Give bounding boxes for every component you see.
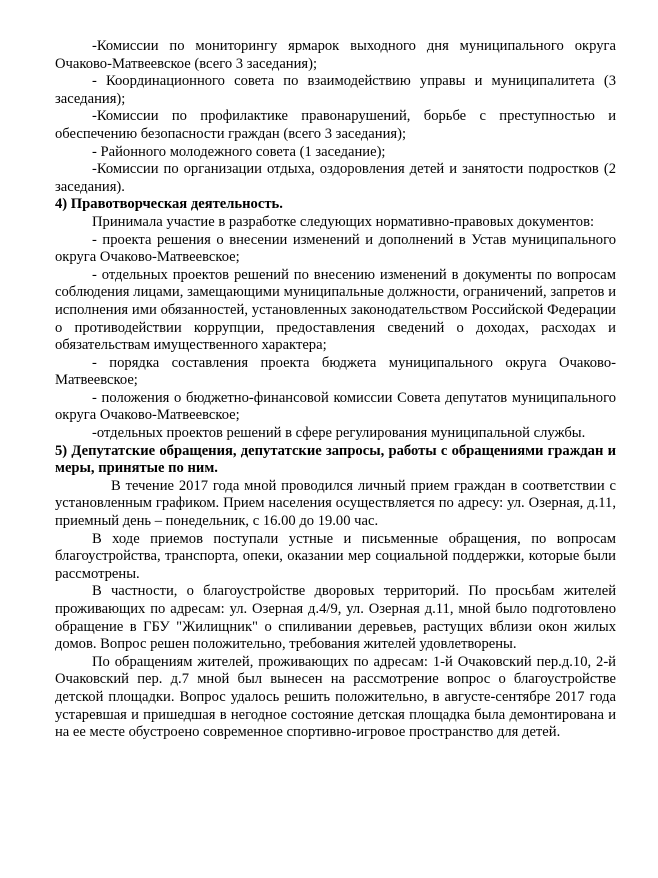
paragraph: - Координационного совета по взаимодействию управы и муниципалитета (3 заседания); [55, 73, 616, 107]
paragraph: - проекта решения о внесении изменений и дополнений в Устав муниципального округа Очаково-Матвеевское; [55, 231, 616, 266]
paragraph: - Районного молодежного совета (1 заседание); [92, 143, 386, 160]
section-heading: 5) Депутатские обращения, депутатские запросы, работы с обращениями граждан и меры, принятые по ним. [55, 442, 616, 477]
paragraph: -Комиссии по организации отдыха, оздоровления детей и занятости подростков (2 заседания). [55, 161, 616, 195]
paragraph: - порядка составления проекта бюджета муниципального округа Очаково-Матвеевское; [55, 354, 616, 389]
paragraph: - отдельных проектов решений по внесению изменений в документы по вопросам соблюдения лицами, замещающими муниципальные должности, ограничений, запретов и исполнения ими обязанностей, установленных законодательством Российской Федерации о противодействии коррупции, предоставления сведений о доходах, расходах и обязательствам имущественного характера; [55, 266, 616, 354]
paragraph: Принимала участие в разработке следующих нормативно-правовых документов: [92, 213, 595, 230]
paragraph: -отдельных проектов решений в сфере регулирования муниципальной службы. [92, 425, 586, 442]
paragraph: В ходе приемов поступали устные и письменные обращения, по вопросам благоустройства, транспорта, опеки, оказании мер социальной поддержки, которые были рассмотрены. [55, 530, 616, 582]
paragraph: В течение 2017 года мной проводился личный прием граждан в соответствии с установленным графиком. Прием населения осуществляется по адресу: ул. Озерная, д.11, приемный день – понедельник, с 16.00 до 19.00 час. [55, 477, 616, 530]
section-heading: 4) Правотворческая деятельность. [55, 196, 283, 213]
paragraph: -Комиссии по мониторингу ярмарок выходного дня муниципального округа Очаково-Матвеевское (всего 3 заседания); [55, 38, 616, 72]
paragraph: По обращениям жителей, проживающих по адресам: 1-й Очаковский пер.д.10, 2-й Очаковский пер. д.7 мной был вынесен на рассмотрение вопрос о благоустройстве детской площадки. Вопрос удалось решить положительно, в августе-сентябре 2017 года устаревшая и пришедшая в негодное состояние детская площадка была демонтирована и на ее месте обустроено современное спортивно-игровое пространство для детей. [55, 653, 616, 741]
paragraph: - положения о бюджетно-финансовой комиссии Совета депутатов муниципального округа Очаково-Матвеевское; [55, 389, 616, 424]
paragraph: В частности, о благоустройстве дворовых территорий. По просьбам жителей проживающих по адресам: ул. Озерная д.4/9, ул. Озерная д.11, мной было подготовлено обращение в ГБУ "Жилищник" о спиливании деревьев, растущих вблизи окон жилых домов. Вопрос решен положительно, требования жителей удовлетворены. [55, 583, 616, 653]
paragraph: -Комиссии по профилактике правонарушений, борьбе с преступностью и обеспечению безопасности граждан (всего 3 заседания); [55, 108, 616, 142]
